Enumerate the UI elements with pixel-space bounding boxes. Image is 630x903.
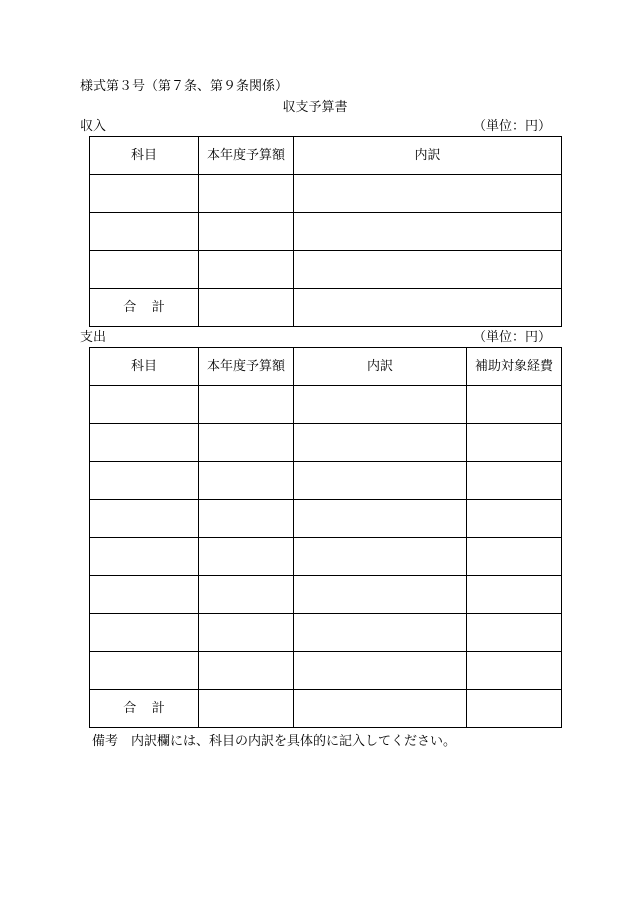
remarks-note: 備考 内訳欄には、科目の内訳を具体的に記入してください。 [92, 734, 457, 749]
income-total-cell[interactable] [294, 289, 562, 327]
expense-cell[interactable] [90, 500, 199, 538]
income-total-label: 合計 [90, 289, 199, 327]
expense-column-header: 補助対象経費 [467, 348, 562, 386]
table-row [90, 500, 562, 538]
expense-cell[interactable] [199, 462, 294, 500]
expense-cell[interactable] [199, 424, 294, 462]
table-row [90, 462, 562, 500]
expense-cell[interactable] [294, 500, 467, 538]
expense-cell[interactable] [467, 386, 562, 424]
expense-cell[interactable] [90, 538, 199, 576]
expense-cell[interactable] [467, 614, 562, 652]
expense-cell[interactable] [467, 538, 562, 576]
table-row [90, 175, 562, 213]
expense-cell[interactable] [199, 500, 294, 538]
income-column-header: 内訳 [294, 137, 562, 175]
expense-cell[interactable] [90, 386, 199, 424]
expense-section-label: 支出 [80, 330, 107, 345]
expense-cell[interactable] [90, 462, 199, 500]
expense-cell[interactable] [294, 652, 467, 690]
expense-cell[interactable] [199, 614, 294, 652]
expense-cell[interactable] [199, 538, 294, 576]
income-section-label: 収入 [80, 119, 107, 134]
expense-cell[interactable] [294, 614, 467, 652]
income-cell[interactable] [90, 213, 199, 251]
expense-total-label: 合計 [90, 690, 199, 728]
table-row [90, 213, 562, 251]
table-row [90, 652, 562, 690]
income-header-row [90, 137, 562, 175]
expense-total-cell[interactable] [467, 690, 562, 728]
expense-cell[interactable] [294, 576, 467, 614]
income-cell[interactable] [90, 251, 199, 289]
income-column-header: 本年度予算額 [199, 137, 294, 175]
expense-cell[interactable] [294, 424, 467, 462]
expense-table-body [90, 348, 562, 728]
income-cell[interactable] [199, 175, 294, 213]
form-number: 様式第３号（第７条、第９条関係） [80, 79, 289, 94]
income-cell[interactable] [90, 175, 199, 213]
income-total-row [90, 289, 562, 327]
expense-cell[interactable] [90, 424, 199, 462]
income-cell[interactable] [294, 251, 562, 289]
expense-cell[interactable] [90, 576, 199, 614]
income-column-header: 科目 [90, 137, 199, 175]
document-title: 収支予算書 [282, 100, 348, 115]
income-cell[interactable] [199, 251, 294, 289]
expense-cell[interactable] [199, 576, 294, 614]
expense-cell[interactable] [294, 462, 467, 500]
table-row [90, 251, 562, 289]
table-row [90, 424, 562, 462]
expense-cell[interactable] [199, 386, 294, 424]
expense-table [89, 347, 562, 728]
expense-cell[interactable] [467, 462, 562, 500]
expense-cell[interactable] [294, 538, 467, 576]
expense-cell[interactable] [467, 424, 562, 462]
expense-header-row [90, 348, 562, 386]
table-row [90, 614, 562, 652]
expense-column-header: 科目 [90, 348, 199, 386]
expense-cell[interactable] [467, 500, 562, 538]
expense-column-header: 内訳 [294, 348, 467, 386]
expense-cell[interactable] [90, 652, 199, 690]
expense-cell[interactable] [467, 652, 562, 690]
income-table [89, 136, 562, 327]
expense-cell[interactable] [294, 386, 467, 424]
table-row [90, 386, 562, 424]
income-cell[interactable] [294, 213, 562, 251]
expense-cell[interactable] [90, 614, 199, 652]
expense-cell[interactable] [467, 576, 562, 614]
expense-total-cell[interactable] [199, 690, 294, 728]
income-unit-label: （単位：円） [472, 119, 551, 134]
income-table-body [90, 137, 562, 327]
income-cell[interactable] [294, 175, 562, 213]
expense-column-header: 本年度予算額 [199, 348, 294, 386]
expense-unit-label: （単位：円） [472, 330, 551, 345]
expense-total-cell[interactable] [294, 690, 467, 728]
table-row [90, 538, 562, 576]
expense-cell[interactable] [199, 652, 294, 690]
income-total-cell[interactable] [199, 289, 294, 327]
table-row [90, 576, 562, 614]
expense-total-row [90, 690, 562, 728]
income-cell[interactable] [199, 213, 294, 251]
